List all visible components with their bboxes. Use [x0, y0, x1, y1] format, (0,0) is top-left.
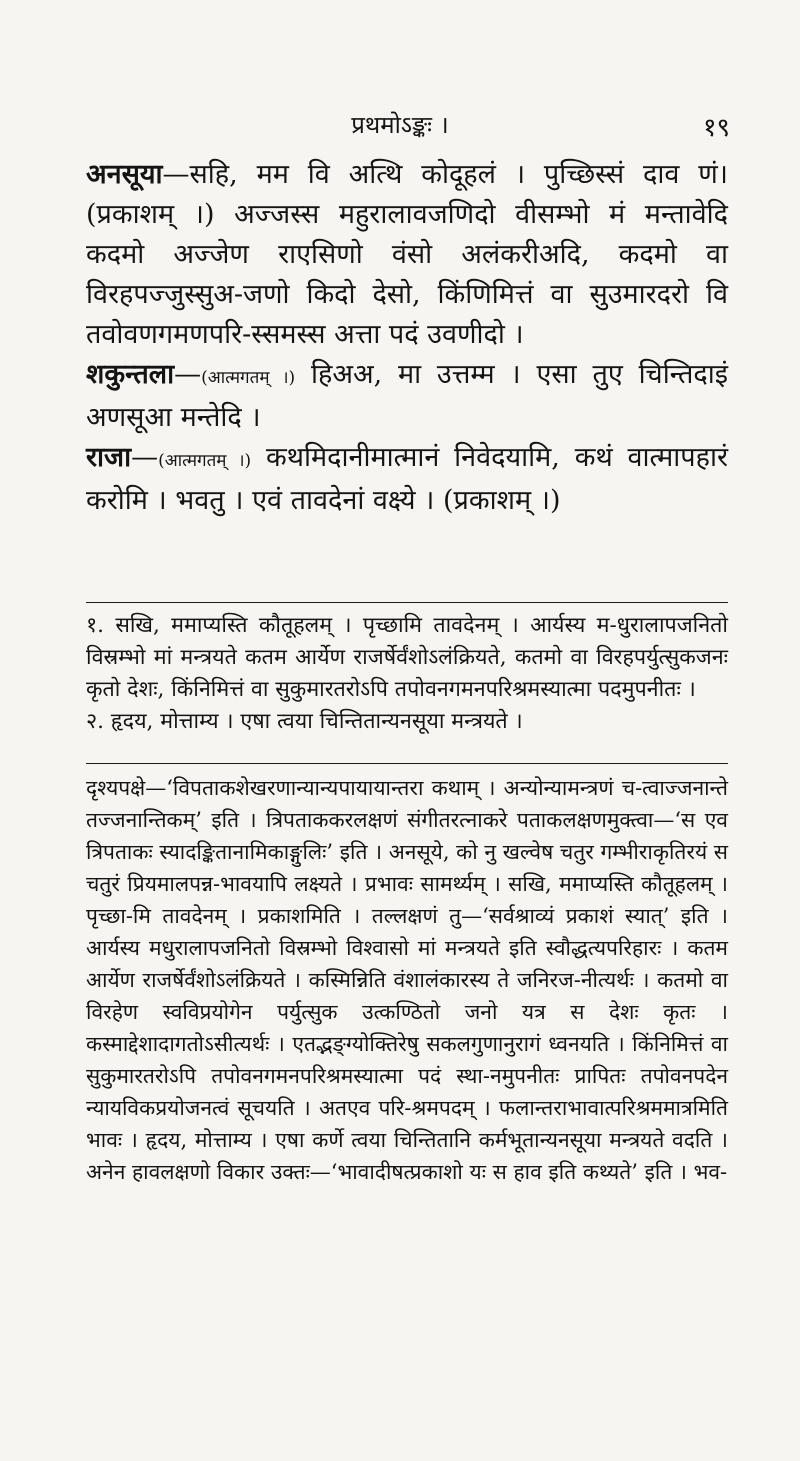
commentary-text: दृश्यपक्षे—‘विपताकशेखरणान्यान्यपायायान्तरा कथाम् । अन्योन्यामन्त्रणं च-त्वाज्जनान्ते तज्जनान्तिकम्’ इति । त्रिपताककरलक्षणं संगीतरत्नाकरे पताकलक्षणमुक्त्वा—‘स एव त्रिपताकः स्यादङ्कितानामिकाङ्गुलिः’ इति । अनसूये, को नु खल्वेष चतुर गम्भीराकृतिरयं स चतुरं प्रियमालपन्न-भावयापि लक्ष्यते । प्रभावः सामर्थ्यम् । सखि, ममाप्यस्ति कौतूहलम् । पृच्छा-मि तावदेनम् । प्रकाशमिति । तल्लक्षणं तु—‘सर्वश्राव्यं प्रकाशं स्यात्’ इति । आर्यस्य मधुरालापजनितो विस्रम्भो विश्वासो मां मन्त्रयते इति स्वौद्धत्यपरिहारः । कतम आर्येण राजर्षेर्वंशोऽलंक्रियते । कस्मिन्निति वंशालंकारस्य ते जनिरज-नीत्यर्थः । कतमो वा विरहेण स्वविप्रयोगेन पर्युत्सुक उत्कण्ठितो जनो यत्र स देशः कृतः । कस्माद्देशादागतोऽसीत्यर्थः । एतद्भङ्ग्योक्तिरेषु सकलगुणानुरागं ध्वनयति । किंनिमित्तं वा सुकुमारतरोऽपि तपोवनगमनपरिश्रमस्यात्मा पदं स्था-नमुपनीतः प्रापितः तपोवनपदेन न्यायविकप्रयोजनत्वं सूचयति । अतएव परि-श्रमपदम् । फलान्तराभावात्परिश्रममात्रमिति भावः । हृदय, मोत्ताम्य । एषा कर्णे त्वया चिन्तितानि कर्मभूतान्यनसूया मन्त्रयते वदति । अनेन हावलक्षणो विकार उक्तः—‘भावादीषत्प्रकाशो यः स हाव इति कथ्यते’ इति । भव- — [86, 776, 728, 1184]
dialogue-text: हिअअ, मा उत्तम्म । एसा तुए चिन्तिदाइं अणसूआ मन्तेदि । — [86, 359, 728, 433]
divider-rule — [86, 763, 728, 764]
speaker-dash: — — [162, 159, 190, 190]
note-item: १. सखि, ममाप्यस्ति कौतूहलम् । पृच्छामि तावदेनम् । आर्यस्य म-धुरालापजनितो विस्रम्भो मां मन्त्रयते कतम आर्येण राजर्षेर्वंशोऽलंक्रियते, कतमो वा विरहपर्युत्सुकजनः कृतो देशः, किंनिमित्तं वा सुकुमारतरोऽपि तपोवनगमनपरिश्रमस्यात्मा पदमुपनीतः । — [86, 613, 728, 702]
speaker-name: अनसूया — [86, 159, 163, 190]
speaker-name: राजा — [86, 442, 132, 473]
dialogue-line-shakuntala — [86, 355, 728, 438]
dialogue-text: सहि, मम वि अत्थि कोदूहलं । पुच्छिस्सं दाव णं। (प्रकाशम् ।) अज्जस्स महुरालावजणिदो वीसम्भो मं मन्तावेदि कदमो अज्जेण राएसिणो वंसो अलंकरीअदि, कदमो वा विरहपज्जुस्सुअ-जणो किदो देसो, किंणिमित्तं वा सुउमारदरो वि तवोवणगमणपरि-स्समस्स अत्ता पदं उवणीदो । — [86, 159, 728, 350]
speaker-dash: — — [174, 359, 202, 390]
divider-rule — [86, 602, 728, 603]
dialogue-line-raja — [86, 438, 728, 521]
dialogue-text: कथमिदानीमात्मानं निवेदयामि, कथं वात्मापहारं करोमि । भवतु । एवं तावदेनां वक्ष्ये । (प्रकाशम् ।) — [86, 442, 728, 516]
stage-direction: (आत्मगतम् ।) — [158, 451, 252, 471]
page-header — [0, 108, 800, 148]
running-head: प्रथमोऽङ्कः । — [351, 111, 449, 139]
translation-notes — [86, 610, 728, 738]
speaker-dash: — — [131, 442, 159, 473]
speaker-name: शकुन्तला — [86, 359, 175, 390]
dialogue-line-anasuya — [86, 155, 728, 355]
commentary-block — [86, 772, 728, 1188]
dialogue-block — [86, 155, 728, 521]
stage-direction: (आत्मगतम् ।) — [201, 368, 296, 388]
page-number: १९ — [702, 113, 730, 143]
note-item: २. हृदय, मोत्ताम्य । एषा त्वया चिन्तितान्यनसूया मन्त्रयते । — [86, 709, 523, 734]
